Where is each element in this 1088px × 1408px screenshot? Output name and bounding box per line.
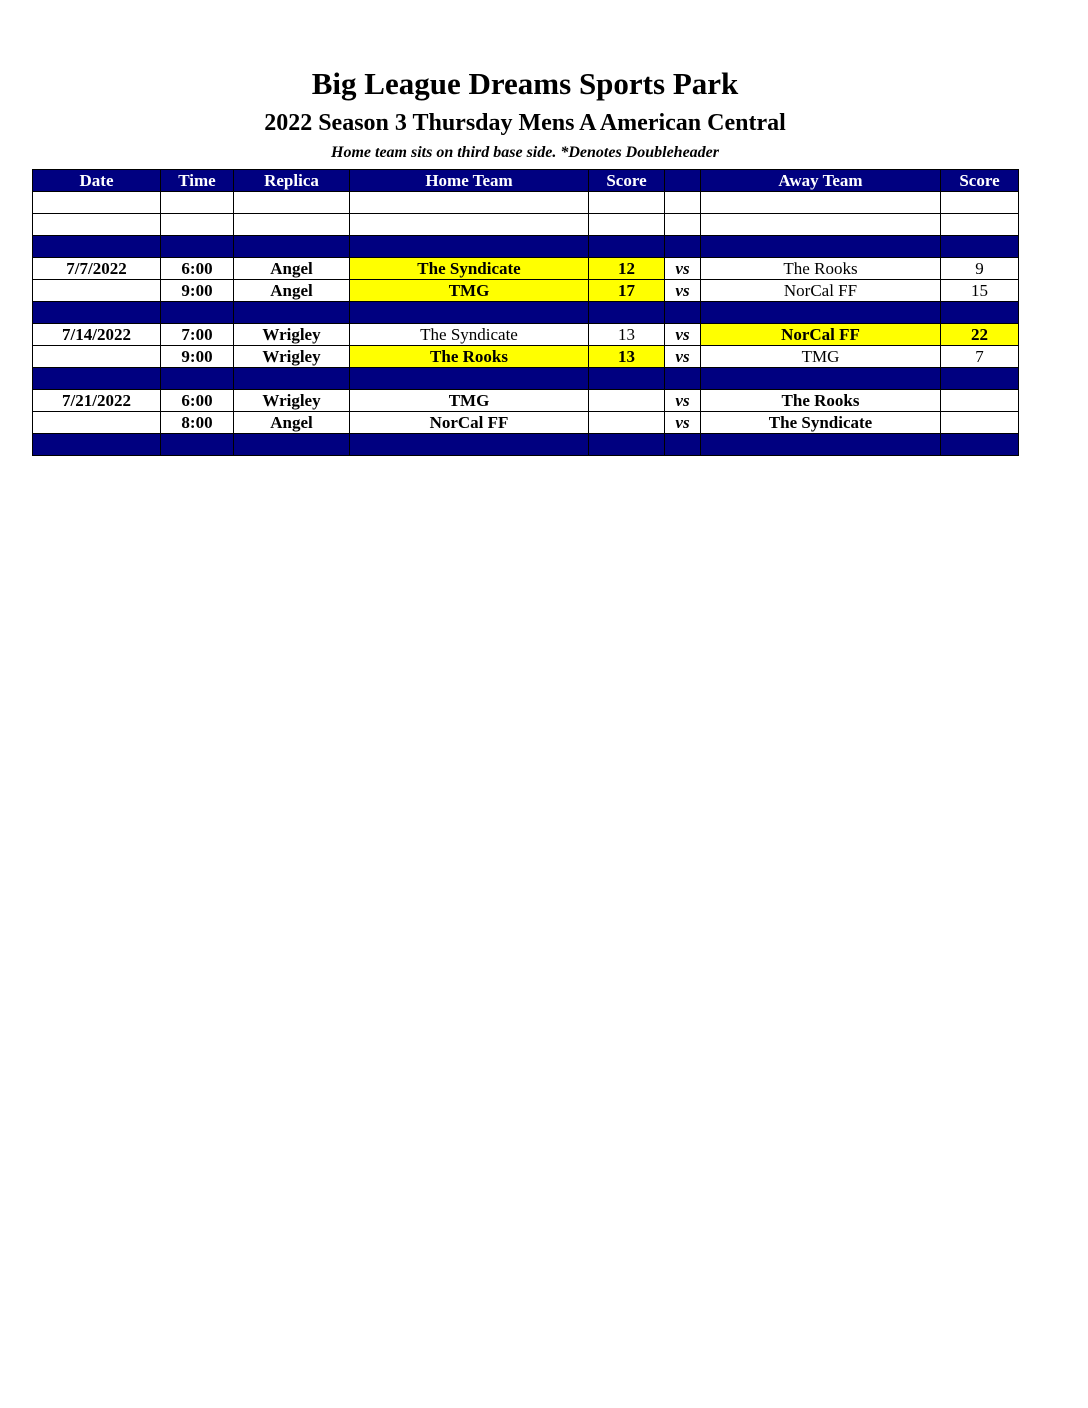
- schedule-body: [33, 192, 1019, 456]
- home-team-cell: The Syndicate: [350, 324, 589, 346]
- home-score-cell: [589, 368, 665, 390]
- replica-cell: [234, 368, 350, 390]
- away-score-cell: [941, 368, 1019, 390]
- page-subtitle: 2022 Season 3 Thursday Mens A American Central: [264, 110, 786, 136]
- time-cell: 9:00: [161, 280, 234, 302]
- vs-cell: vs: [665, 324, 701, 346]
- home-team-cell: [350, 192, 589, 214]
- home-team-cell: [350, 236, 589, 258]
- blank-row: [33, 192, 1019, 214]
- home-score-cell: [589, 192, 665, 214]
- home-score-cell: 12: [589, 258, 665, 280]
- date-cell: [33, 412, 161, 434]
- separator-row: [33, 434, 1019, 456]
- replica-cell: [234, 214, 350, 236]
- date-cell: [33, 236, 161, 258]
- blank-row: [33, 214, 1019, 236]
- vs-cell: vs: [665, 258, 701, 280]
- vs-cell: [665, 434, 701, 456]
- home-score-cell: [589, 390, 665, 412]
- time-cell: 6:00: [161, 258, 234, 280]
- home-team-cell: TMG: [350, 390, 589, 412]
- date-cell: [33, 368, 161, 390]
- time-cell: [161, 236, 234, 258]
- away-team-cell: [701, 302, 941, 324]
- home-score-cell: [589, 434, 665, 456]
- time-cell: 8:00: [161, 412, 234, 434]
- away-score-cell: 22: [941, 324, 1019, 346]
- vs-cell: vs: [665, 390, 701, 412]
- away-score-cell: [941, 192, 1019, 214]
- home-team-cell: [350, 302, 589, 324]
- away-score-cell: 15: [941, 280, 1019, 302]
- time-cell: [161, 192, 234, 214]
- date-cell: 7/14/2022: [33, 324, 161, 346]
- home-team-cell: [350, 434, 589, 456]
- vs-cell: [665, 302, 701, 324]
- vs-cell: [665, 192, 701, 214]
- home-score-cell: [589, 236, 665, 258]
- col-header-time: Time: [161, 170, 234, 192]
- table-row: [33, 412, 1019, 434]
- time-cell: [161, 302, 234, 324]
- date-cell: [33, 302, 161, 324]
- table-row: [33, 258, 1019, 280]
- vs-cell: [665, 368, 701, 390]
- vs-cell: vs: [665, 346, 701, 368]
- vs-cell: vs: [665, 280, 701, 302]
- away-team-cell: [701, 214, 941, 236]
- page-title: Big League Dreams Sports Park: [311, 66, 739, 101]
- home-score-cell: [589, 412, 665, 434]
- vs-cell: vs: [665, 412, 701, 434]
- home-team-cell: [350, 214, 589, 236]
- away-team-cell: [701, 434, 941, 456]
- replica-cell: [234, 302, 350, 324]
- away-team-cell: [701, 236, 941, 258]
- table-row: [33, 346, 1019, 368]
- replica-cell: Wrigley: [234, 346, 350, 368]
- col-header-replica: Replica: [234, 170, 350, 192]
- col-header-vs: [665, 170, 701, 192]
- away-team-cell: [701, 368, 941, 390]
- away-score-cell: [941, 236, 1019, 258]
- away-team-cell: The Syndicate: [701, 412, 941, 434]
- away-team-cell: TMG: [701, 346, 941, 368]
- vs-cell: [665, 236, 701, 258]
- away-score-cell: [941, 214, 1019, 236]
- date-cell: [33, 214, 161, 236]
- vs-cell: [665, 214, 701, 236]
- date-cell: [33, 434, 161, 456]
- time-cell: 9:00: [161, 346, 234, 368]
- home-team-cell: The Syndicate: [350, 258, 589, 280]
- away-score-cell: [941, 302, 1019, 324]
- date-cell: [33, 280, 161, 302]
- home-score-cell: [589, 302, 665, 324]
- col-header-away-team: Away Team: [701, 170, 941, 192]
- separator-row: [33, 302, 1019, 324]
- replica-cell: [234, 434, 350, 456]
- table-header-row: [33, 170, 1019, 192]
- away-score-cell: [941, 434, 1019, 456]
- date-cell: [33, 346, 161, 368]
- away-team-cell: [701, 192, 941, 214]
- table-row: [33, 280, 1019, 302]
- table-row: [33, 324, 1019, 346]
- replica-cell: [234, 236, 350, 258]
- away-team-cell: NorCal FF: [701, 280, 941, 302]
- replica-cell: Angel: [234, 258, 350, 280]
- replica-cell: Angel: [234, 412, 350, 434]
- replica-cell: [234, 192, 350, 214]
- separator-row: [33, 368, 1019, 390]
- time-cell: [161, 368, 234, 390]
- away-team-cell: The Rooks: [701, 258, 941, 280]
- time-cell: 7:00: [161, 324, 234, 346]
- away-team-cell: The Rooks: [701, 390, 941, 412]
- away-score-cell: [941, 390, 1019, 412]
- home-score-cell: 13: [589, 324, 665, 346]
- col-header-away-score: Score: [941, 170, 1019, 192]
- away-team-cell: NorCal FF: [701, 324, 941, 346]
- time-cell: [161, 214, 234, 236]
- home-team-cell: NorCal FF: [350, 412, 589, 434]
- date-cell: [33, 192, 161, 214]
- away-score-cell: [941, 412, 1019, 434]
- col-header-home-team: Home Team: [350, 170, 589, 192]
- home-score-cell: [589, 214, 665, 236]
- replica-cell: Wrigley: [234, 390, 350, 412]
- home-score-cell: 13: [589, 346, 665, 368]
- schedule-note: Home team sits on third base side. *Denotes Doubleheader: [331, 144, 719, 161]
- replica-cell: Wrigley: [234, 324, 350, 346]
- replica-cell: Angel: [234, 280, 350, 302]
- home-team-cell: TMG: [350, 280, 589, 302]
- home-score-cell: 17: [589, 280, 665, 302]
- date-cell: 7/21/2022: [33, 390, 161, 412]
- date-cell: 7/7/2022: [33, 258, 161, 280]
- away-score-cell: 7: [941, 346, 1019, 368]
- separator-row: [33, 236, 1019, 258]
- time-cell: [161, 434, 234, 456]
- col-header-home-score: Score: [589, 170, 665, 192]
- home-team-cell: [350, 368, 589, 390]
- col-header-date: Date: [33, 170, 161, 192]
- away-score-cell: 9: [941, 258, 1019, 280]
- time-cell: 6:00: [161, 390, 234, 412]
- table-row: [33, 390, 1019, 412]
- home-team-cell: The Rooks: [350, 346, 589, 368]
- schedule-table: [32, 169, 1019, 456]
